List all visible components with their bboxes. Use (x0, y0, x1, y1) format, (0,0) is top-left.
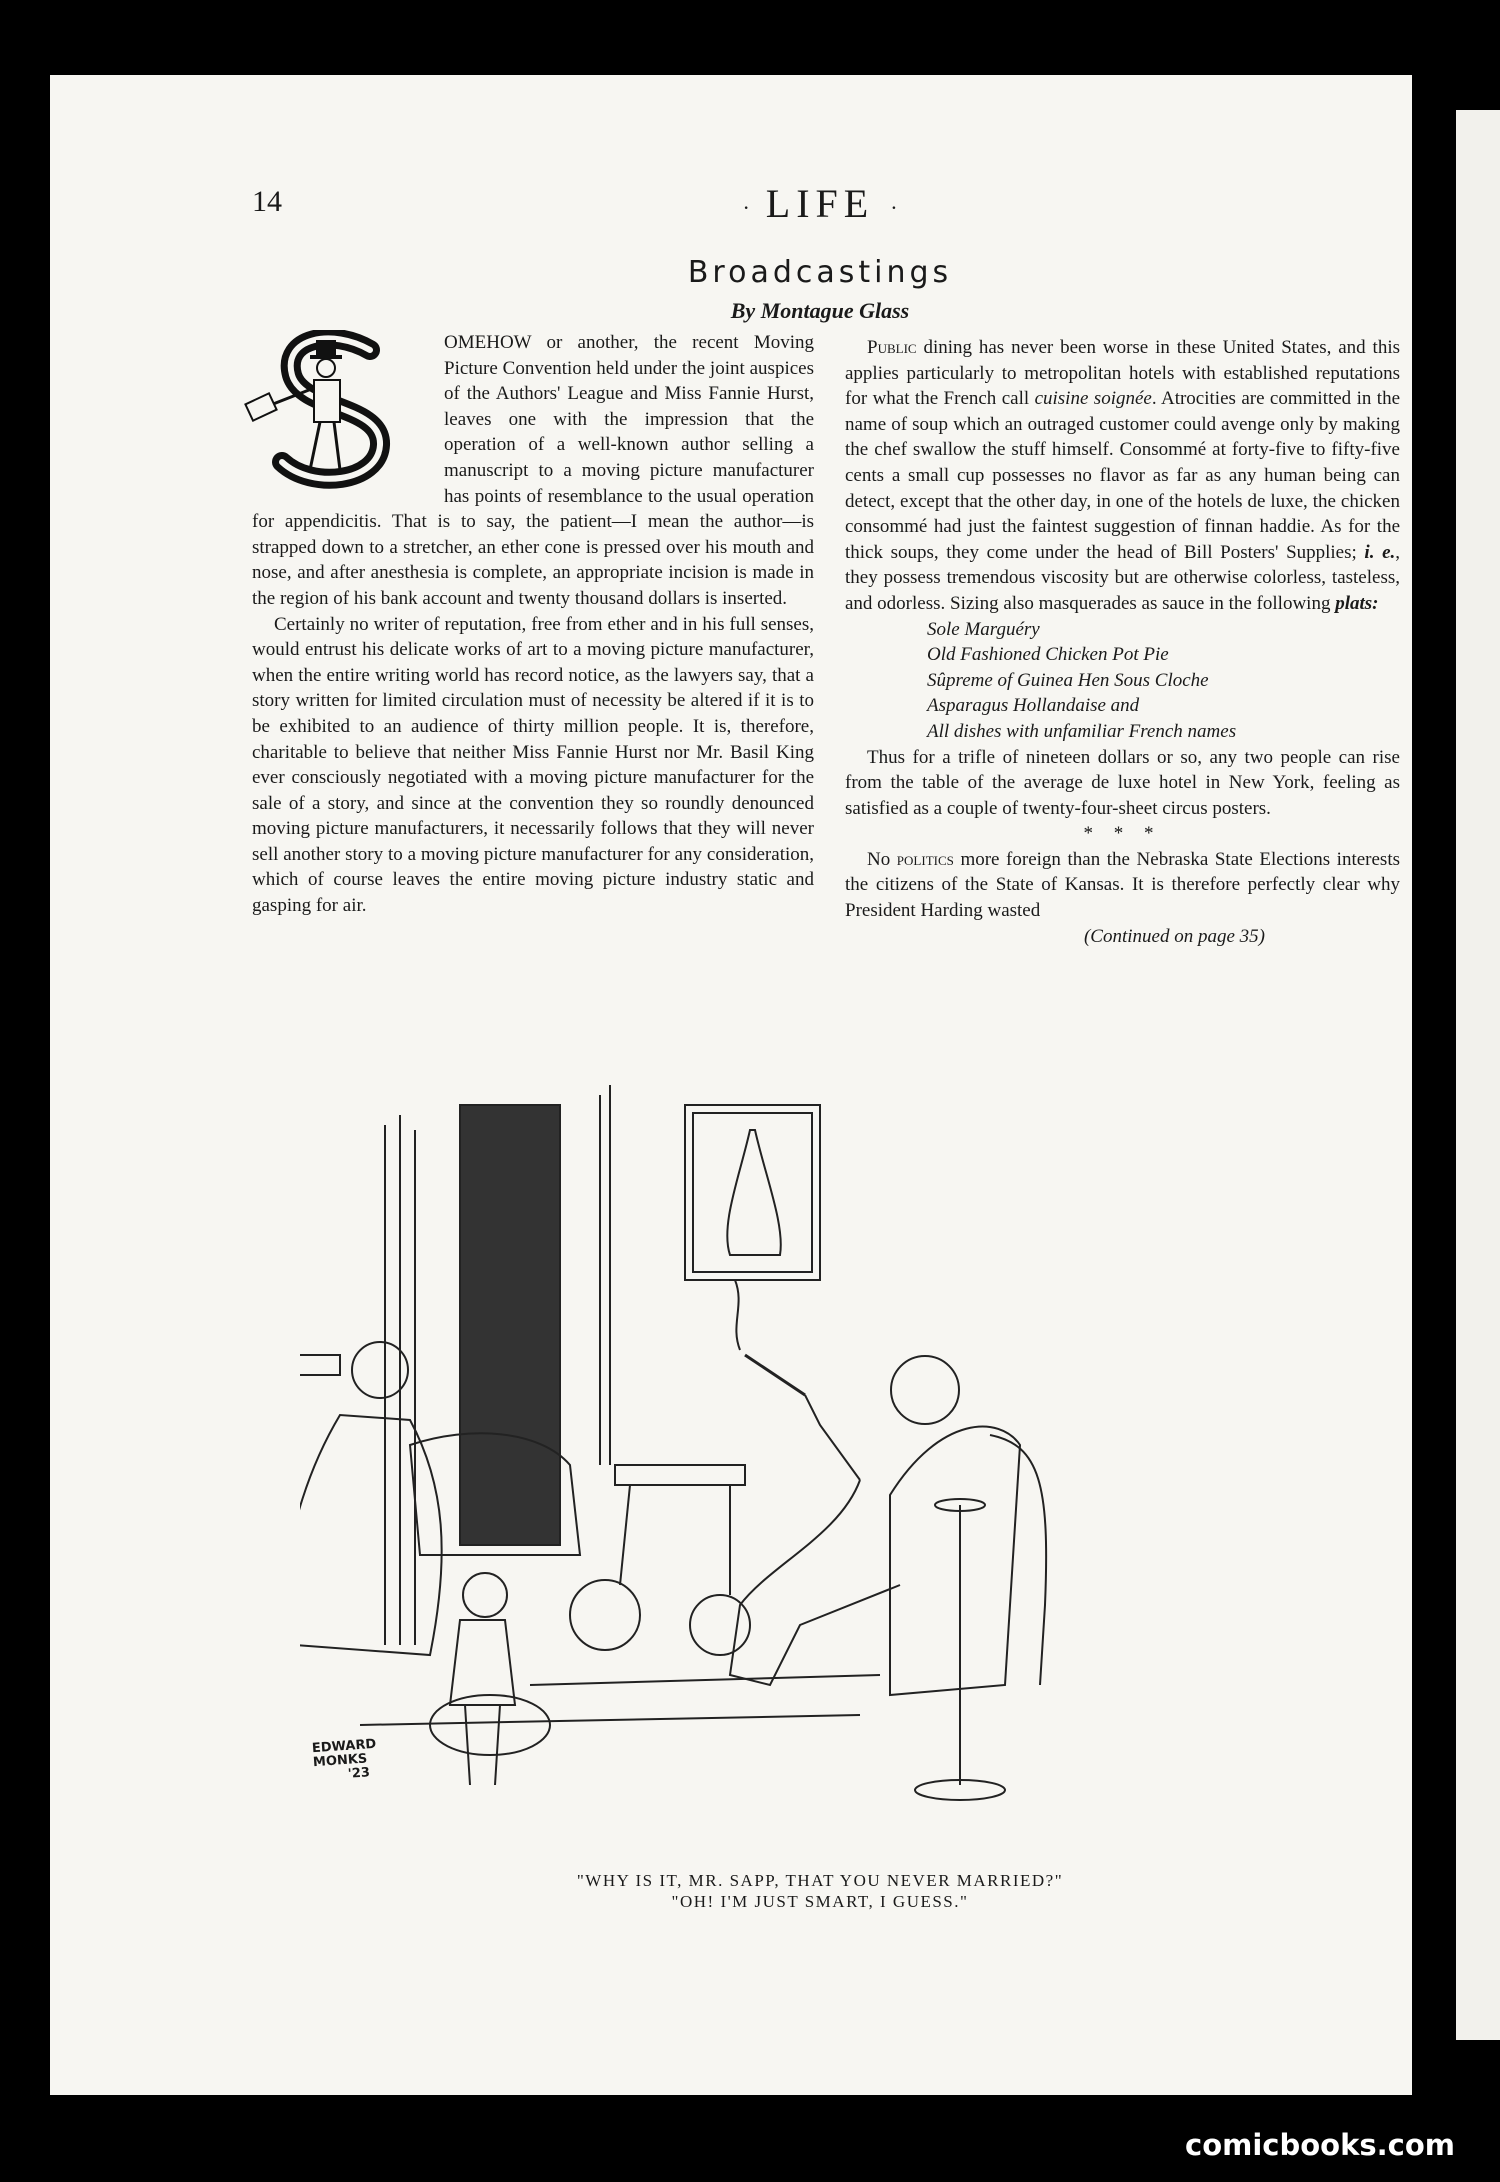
italic-run: cuisine soignée (1034, 388, 1152, 410)
lead-word-no: No (867, 848, 891, 870)
paragraph-1: OMEHOW or another, the recent Moving Picture Convention held under the joint auspices of the Authors' League and Miss Fannie Hurst, leaves one with the impression that the operation of a well-known author selling a manuscript to a moving picture manufacturer has points of resemblance to the usual operation for appendicitis. That is to say, the patient—I mean the author—is strapped down to a stretcher, an ether cone is pressed over his mouth and nose, and after anesthesia is complete, an appropriate incision is made in the region of his bank account and twenty thousand dollars is inserted. (252, 332, 814, 609)
lead-word-public: Public (867, 337, 917, 358)
section-separator: * * * (1083, 823, 1162, 845)
cartoon-caption (420, 1870, 1220, 1912)
left-column (252, 330, 814, 919)
article-byline: By Montague Glass (730, 298, 910, 323)
dish-item: Asparagus Hollandaise and (927, 695, 1140, 717)
cartoon-illustration (300, 1085, 1410, 1845)
dish-item: Sole Marguéry (927, 618, 1040, 640)
dish-item: All dishes with unfamiliar French names (927, 720, 1237, 742)
text-run: dining has never been worse in these United States, and this applies particularly to metropolitan hotels with established reputations for what the French call (845, 337, 1400, 410)
magazine-title: LIFE (765, 181, 875, 226)
page-number: 14 (252, 185, 282, 218)
watermark: comicbooks.com (1185, 2128, 1455, 2162)
dish-item: Sûpreme of Guinea Hen Sous Cloche (927, 669, 1209, 691)
next-page-edge (1456, 110, 1500, 2040)
paragraph-trifle: Thus for a trifle of nineteen dollars or so, any two people can rise from the table of the average de luxe hotel in New York, feeling as satisfied as a couple of twenty-four-sheet circus posters. (845, 746, 1400, 819)
caption-line: "WHY IS IT, MR. SAPP, THAT YOU NEVER MARRIED?" (576, 1871, 1064, 1890)
paragraph-public-dining (845, 335, 1400, 617)
signature-line: MONKS (312, 1751, 368, 1771)
continued-note: (Continued on page 35) (1083, 925, 1265, 947)
drop-cap-s-illustration (242, 330, 430, 490)
text-run: . Atrocities are committed in the name of soup which an outraged customer could avenge only by making the chef swallow the stuff himself. Consommé at forty-five to fifty-five cents a small cup possesses no flavor as far as any human being can detect, except that the other day, in one of the hotels de luxe, the chicken consommé had just the faintest suggestion of finnan haddie. As for the thick soups, they come under the head of Bill Posters' Supplies; (845, 388, 1401, 563)
paragraph-politics (845, 847, 1400, 924)
masthead: · LIFE · (742, 181, 898, 226)
dish-item: Old Fashioned Chicken Pot Pie (927, 644, 1169, 666)
caption-line: "OH! I'M JUST SMART, I GUESS." (671, 1892, 969, 1911)
text-run: more foreign than the Nebraska State Elections interests the citizens of the State of Kansas. It is therefore perfectly clear why President Harding wasted (845, 848, 1400, 922)
artist-signature (312, 1738, 379, 1784)
italic-run: i. e. (1364, 541, 1396, 563)
right-column (845, 335, 1400, 949)
signature-line: '23 (347, 1765, 371, 1782)
text-run: , they possess tremendous viscosity but are otherwise colorless, tasteless, and odorless. Sizing also masquerades as sauce in the following (845, 541, 1401, 614)
italic-run: plats: (1335, 592, 1379, 614)
paragraph-2: Certainly no writer of reputation, free from ether and in his full senses, would entrust his delicate works of art to a moving picture manufacturer, when the entire writing world has record notice, as the lawyers say, that a story written for limited circulation must of necessity be altered if it is to be exhibited to an audience of thirty million people. It is, therefore, charitable to believe that neither Miss Fannie Hurst nor Mr. Basil King ever consciously negotiated with a moving picture manufacturer for the sale of a story, and since at the convention they so roundly denounced moving picture manufacturers, it necessarily follows that they will never sell another story to a moving picture manufacturer for any consideration, which of course leaves the entire moving picture industry static and gasping for air. (252, 613, 814, 917)
article-title: Broadcastings (687, 255, 953, 290)
signature-line: EDWARD (311, 1736, 377, 1757)
binding-gutter (1412, 75, 1456, 2095)
lead-word-politics: politics (890, 848, 954, 870)
